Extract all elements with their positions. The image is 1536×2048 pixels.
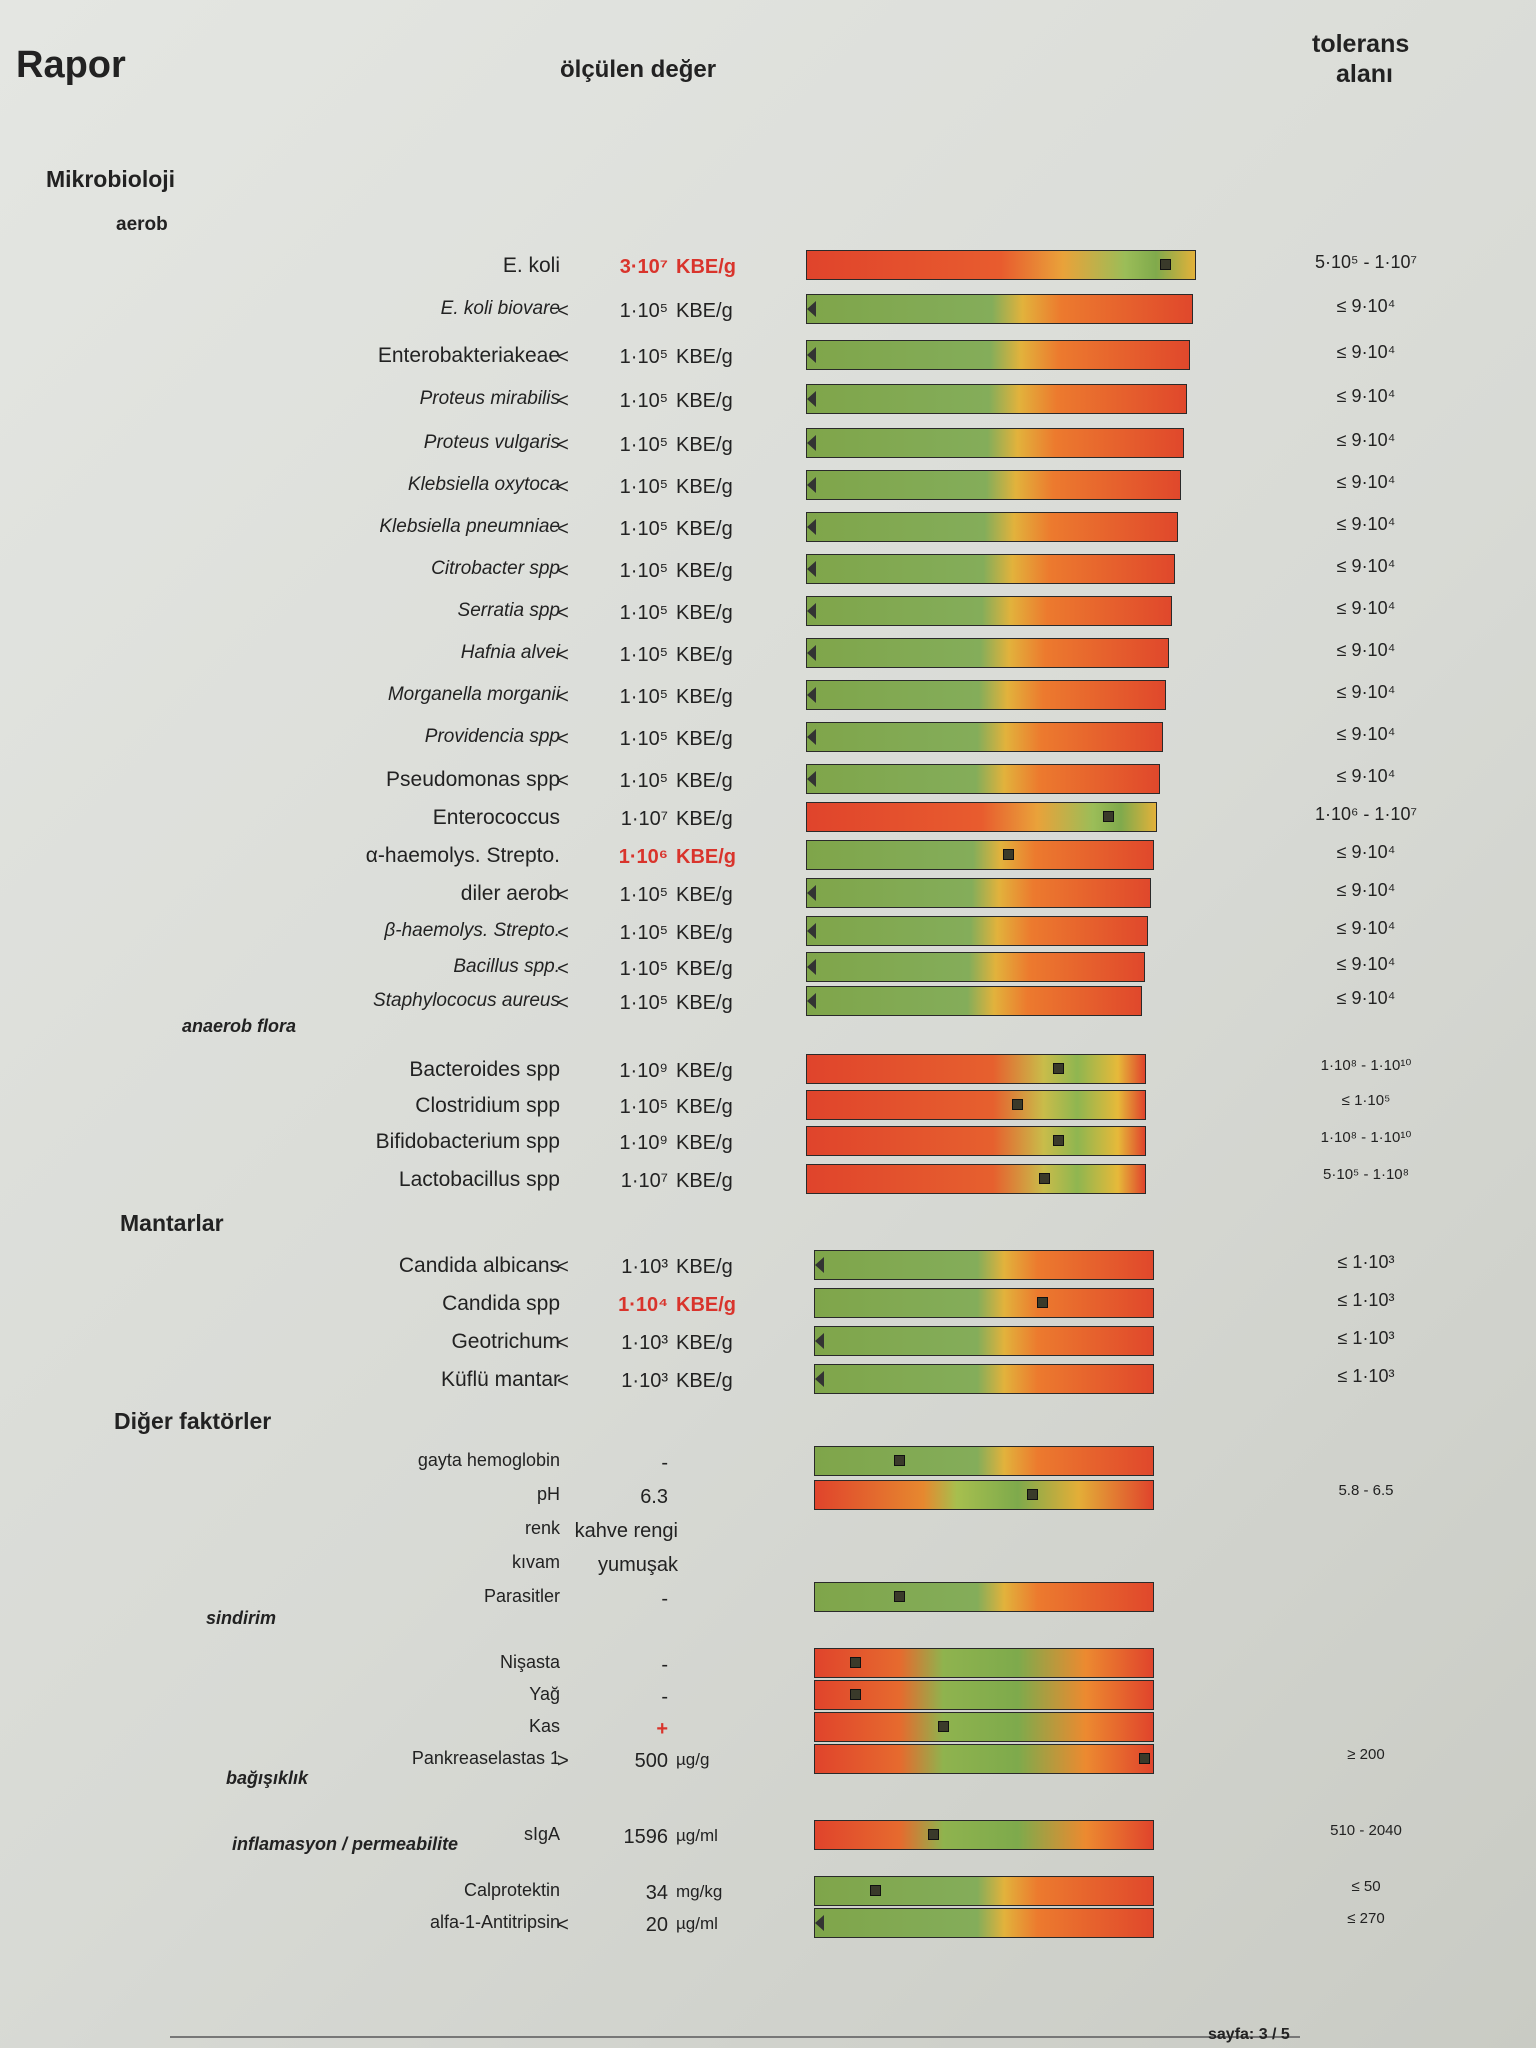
- gauge-value-marker: [1139, 1753, 1150, 1764]
- row-unit: KBE/g: [676, 602, 733, 624]
- gauge-value-marker: [894, 1591, 905, 1602]
- row-unit: KBE/g: [676, 1060, 733, 1082]
- row-value: 1·10⁹: [619, 1132, 668, 1154]
- row-label: Proteus vulgaris: [423, 432, 560, 453]
- row-label: Enterococcus: [432, 806, 560, 829]
- gauge-value-marker: [938, 1721, 949, 1732]
- row-label: Pankreaselastas 1: [411, 1748, 560, 1768]
- row-label: Küflü mantar: [440, 1368, 560, 1391]
- result-gauge-bar: [806, 916, 1148, 946]
- row-label: sIgA: [523, 1824, 560, 1844]
- row-unit: KBE/g: [676, 770, 733, 792]
- row-tolerance: ≤ 9·10⁴: [1336, 988, 1396, 1008]
- row-tolerance: ≤ 9·10⁴: [1336, 766, 1396, 786]
- result-gauge-bar: [814, 1908, 1154, 1938]
- tolerance-header: tolerans: [1312, 30, 1410, 58]
- subsection-anaerob: anaerob flora: [182, 1016, 297, 1036]
- result-gauge-bar: [806, 638, 1169, 668]
- result-gauge-bar: [806, 384, 1187, 414]
- row-tolerance: ≤ 9·10⁴: [1336, 724, 1396, 744]
- row-tolerance: ≤ 9·10⁴: [1336, 296, 1396, 316]
- row-unit: KBE/g: [676, 300, 733, 322]
- row-tolerance: ≤ 9·10⁴: [1336, 598, 1396, 618]
- row-value: 1·10⁵: [619, 346, 668, 368]
- row-unit: KBE/g: [676, 728, 733, 750]
- gauge-value-marker: [894, 1455, 905, 1466]
- row-label: renk: [524, 1518, 560, 1538]
- row-unit: KBE/g: [676, 846, 736, 868]
- row-label: Pseudomonas spp: [386, 768, 560, 791]
- row-unit: KBE/g: [676, 808, 733, 830]
- result-gauge-bar: [814, 1288, 1154, 1318]
- measured-value-header: ölçülen değer: [560, 56, 717, 83]
- row-label: Bifidobacterium spp: [375, 1130, 560, 1153]
- row-label: alfa-1-Antitripsin: [429, 1912, 560, 1932]
- result-gauge-bar: [814, 1876, 1154, 1906]
- row-value: 1·10⁵: [619, 390, 668, 412]
- result-gauge-bar: [806, 512, 1178, 542]
- gauge-min-marker: [815, 1333, 824, 1349]
- row-tolerance: ≤ 9·10⁴: [1336, 514, 1396, 534]
- row-label: Yağ: [529, 1684, 560, 1704]
- row-operator: <: [557, 300, 569, 322]
- row-value: 1·10³: [621, 1370, 668, 1392]
- result-gauge-bar: [814, 1712, 1154, 1742]
- gauge-min-marker: [807, 561, 816, 577]
- row-operator: <: [557, 434, 569, 456]
- row-unit: µg/g: [676, 1750, 710, 1769]
- row-unit: KBE/g: [676, 1332, 733, 1354]
- gauge-value-marker: [1003, 849, 1014, 860]
- report-title: Rapor: [16, 44, 126, 86]
- row-tolerance: 5·10⁵ - 1·10⁸: [1323, 1166, 1409, 1183]
- row-unit: KBE/g: [676, 1096, 733, 1118]
- row-unit: KBE/g: [676, 644, 733, 666]
- result-gauge-bar: [806, 428, 1184, 458]
- row-operator: <: [557, 390, 569, 412]
- row-operator: <: [557, 476, 569, 498]
- row-unit: KBE/g: [676, 434, 733, 456]
- row-unit: KBE/g: [676, 1370, 733, 1392]
- row-tolerance: ≤ 270: [1347, 1910, 1385, 1927]
- row-tolerance: 510 - 2040: [1330, 1822, 1402, 1839]
- row-operator: <: [557, 560, 569, 582]
- row-label: Calprotektin: [463, 1880, 560, 1900]
- result-gauge-bar: [806, 1126, 1146, 1156]
- row-tolerance: ≤ 1·10³: [1337, 1252, 1395, 1272]
- row-label: Klebsiella pneumniae: [379, 516, 560, 537]
- row-label: Morganella morganii: [387, 684, 560, 705]
- result-gauge-bar: [814, 1744, 1154, 1774]
- row-operator: <: [557, 1332, 569, 1354]
- row-value: 1·10⁵: [619, 560, 668, 582]
- row-operator: <: [557, 602, 569, 624]
- row-operator: <: [557, 1370, 569, 1392]
- row-label: gayta hemoglobin: [417, 1450, 560, 1470]
- row-value: 34: [645, 1882, 668, 1904]
- row-unit: KBE/g: [676, 1256, 733, 1278]
- gauge-value-marker: [870, 1885, 881, 1896]
- row-tolerance: 1·10⁶ - 1·10⁷: [1315, 804, 1417, 824]
- row-tolerance: ≤ 9·10⁴: [1336, 342, 1396, 362]
- gauge-min-marker: [807, 603, 816, 619]
- row-tolerance: ≤ 9·10⁴: [1336, 386, 1396, 406]
- gauge-min-marker: [807, 391, 816, 407]
- gauge-min-marker: [807, 519, 816, 535]
- row-operator: <: [557, 958, 569, 980]
- gauge-value-marker: [1053, 1135, 1064, 1146]
- result-gauge-bar: [806, 554, 1175, 584]
- row-tolerance: 1·10⁸ - 1·10¹⁰: [1320, 1129, 1412, 1146]
- row-label: Nişasta: [499, 1652, 560, 1672]
- result-gauge-bar: [814, 1250, 1154, 1280]
- section-microbiology: Mikrobioloji: [46, 166, 176, 192]
- row-unit: µg/ml: [676, 1826, 718, 1845]
- row-operator: <: [557, 346, 569, 368]
- row-unit: KBE/g: [676, 476, 733, 498]
- row-value: 1·10⁵: [619, 992, 668, 1014]
- row-value: 1·10⁴: [618, 1294, 668, 1316]
- row-value: -: [661, 1588, 668, 1610]
- gauge-min-marker: [807, 435, 816, 451]
- row-value: 1·10⁵: [619, 770, 668, 792]
- gauge-min-marker: [807, 923, 816, 939]
- tolerance-header-line2: alanı: [1336, 60, 1393, 88]
- result-gauge-bar: [814, 1326, 1154, 1356]
- row-tolerance: ≤ 9·10⁴: [1336, 472, 1396, 492]
- row-value: 1·10⁷: [620, 1170, 668, 1192]
- row-label: Parasitler: [483, 1586, 560, 1606]
- result-gauge-bar: [806, 840, 1154, 870]
- row-tolerance: ≥ 200: [1347, 1746, 1385, 1763]
- row-value: 1·10⁵: [619, 300, 668, 322]
- row-label: Clostridium spp: [415, 1094, 560, 1117]
- result-gauge-bar: [806, 294, 1193, 324]
- gauge-value-marker: [1027, 1489, 1038, 1500]
- row-value: 1596: [623, 1826, 668, 1848]
- gauge-min-marker: [815, 1915, 824, 1931]
- row-tolerance: ≤ 9·10⁴: [1336, 880, 1396, 900]
- footer-divider: [170, 2036, 1300, 2038]
- section-fungi: Mantarlar: [120, 1210, 224, 1236]
- row-label: Klebsiella oxytoca: [407, 474, 560, 495]
- gauge-min-marker: [807, 301, 816, 317]
- row-label: pH: [536, 1484, 560, 1504]
- row-tolerance: ≤ 1·10³: [1337, 1290, 1395, 1310]
- row-value: 1·10⁵: [619, 884, 668, 906]
- row-value: 1·10⁵: [619, 518, 668, 540]
- gauge-min-marker: [807, 993, 816, 1009]
- row-label: Lactobacillus spp: [398, 1168, 560, 1191]
- row-unit: KBE/g: [676, 518, 733, 540]
- result-gauge-bar: [806, 878, 1151, 908]
- row-unit: KBE/g: [676, 560, 733, 582]
- row-label: E. koli: [502, 254, 560, 277]
- row-unit: KBE/g: [676, 346, 733, 368]
- gauge-min-marker: [807, 885, 816, 901]
- row-value: 1·10³: [621, 1256, 668, 1278]
- row-unit: KBE/g: [676, 256, 736, 278]
- row-value: 1·10⁵: [619, 686, 668, 708]
- row-value: 1·10⁹: [619, 1060, 668, 1082]
- row-value: 1·10³: [621, 1332, 668, 1354]
- gauge-min-marker: [807, 729, 816, 745]
- row-operator: <: [557, 992, 569, 1014]
- row-tolerance: ≤ 9·10⁴: [1336, 556, 1396, 576]
- result-gauge-bar: [806, 722, 1163, 752]
- row-label: Hafnia alvei: [460, 642, 560, 663]
- row-label: Candida albicans: [398, 1254, 560, 1277]
- gauge-min-marker: [807, 771, 816, 787]
- row-operator: <: [557, 644, 569, 666]
- row-value: 1·10⁷: [620, 808, 668, 830]
- row-value: 6.3: [640, 1486, 668, 1508]
- result-gauge-bar: [806, 1164, 1146, 1194]
- row-label: E. koli biovare: [440, 298, 560, 319]
- row-label: diler aerob: [460, 882, 560, 905]
- row-label: Citrobacter spp: [431, 558, 560, 579]
- row-unit: KBE/g: [676, 958, 733, 980]
- row-unit: KBE/g: [676, 922, 733, 944]
- row-value: -: [661, 1452, 668, 1474]
- row-value: kahve rengi: [574, 1520, 678, 1542]
- row-value: 1·10⁵: [619, 602, 668, 624]
- row-label: Candida spp: [442, 1292, 560, 1315]
- row-label: β-haemolys. Strepto.: [384, 920, 560, 941]
- subsection-inflammation: inflamasyon / permeabilite: [232, 1834, 459, 1854]
- gauge-min-marker: [815, 1371, 824, 1387]
- row-label: Bacillus spp.: [453, 956, 560, 977]
- row-tolerance: ≤ 9·10⁴: [1336, 682, 1396, 702]
- row-tolerance: ≤ 9·10⁴: [1336, 842, 1396, 862]
- row-unit: KBE/g: [676, 1132, 733, 1154]
- row-value: 1·10⁵: [619, 476, 668, 498]
- row-operator: <: [557, 1914, 569, 1936]
- row-value: 1·10⁵: [619, 922, 668, 944]
- row-operator: <: [557, 518, 569, 540]
- row-operator: <: [557, 922, 569, 944]
- row-unit: KBE/g: [676, 1170, 733, 1192]
- row-value: 1·10⁵: [619, 728, 668, 750]
- row-label: Kas: [528, 1716, 560, 1736]
- result-gauge-bar: [814, 1820, 1154, 1850]
- row-value: 20: [645, 1914, 668, 1936]
- gauge-value-marker: [1160, 259, 1171, 270]
- result-gauge-bar: [806, 470, 1181, 500]
- gauge-value-marker: [850, 1689, 861, 1700]
- row-tolerance: 1·10⁸ - 1·10¹⁰: [1320, 1057, 1412, 1074]
- gauge-value-marker: [1039, 1173, 1050, 1184]
- result-gauge-bar: [806, 340, 1190, 370]
- row-unit: KBE/g: [676, 1294, 736, 1316]
- row-operator: <: [557, 884, 569, 906]
- row-unit: KBE/g: [676, 992, 733, 1014]
- row-tolerance: ≤ 1·10⁵: [1341, 1092, 1391, 1109]
- result-gauge-bar: [806, 1054, 1146, 1084]
- row-value: 3·10⁷: [619, 256, 668, 278]
- result-gauge-bar: [806, 596, 1172, 626]
- result-gauge-bar: [814, 1680, 1154, 1710]
- row-value: 500: [634, 1750, 668, 1772]
- gauge-value-marker: [1012, 1099, 1023, 1110]
- row-label: Bacteroides spp: [409, 1058, 560, 1081]
- row-unit: KBE/g: [676, 390, 733, 412]
- gauge-value-marker: [1037, 1297, 1048, 1308]
- result-gauge-bar: [814, 1648, 1154, 1678]
- gauge-min-marker: [807, 347, 816, 363]
- row-label: Staphylococus aureus: [373, 990, 560, 1011]
- result-gauge-bar: [806, 1090, 1146, 1120]
- result-gauge-bar: [806, 680, 1166, 710]
- row-value: 1·10⁶: [618, 846, 668, 868]
- row-label: Proteus mirabilis: [419, 388, 560, 409]
- result-gauge-bar: [806, 802, 1157, 832]
- row-value: yumuşak: [597, 1554, 678, 1576]
- row-label: Serratia spp: [457, 600, 560, 621]
- row-tolerance: ≤ 9·10⁴: [1336, 640, 1396, 660]
- row-label: kıvam: [511, 1552, 560, 1572]
- row-operator: <: [557, 728, 569, 750]
- subsection-aerob: aerob: [116, 214, 168, 235]
- row-value: 1·10⁵: [619, 644, 668, 666]
- gauge-min-marker: [807, 645, 816, 661]
- gauge-min-marker: [807, 959, 816, 975]
- result-gauge-bar: [806, 952, 1145, 982]
- row-operator: <: [557, 1256, 569, 1278]
- page-number: sayfa: 3 / 5: [1208, 2026, 1290, 2043]
- result-gauge-bar: [806, 250, 1196, 280]
- row-operator: >: [557, 1750, 569, 1772]
- row-tolerance: ≤ 1·10³: [1337, 1366, 1395, 1386]
- result-gauge-bar: [814, 1446, 1154, 1476]
- gauge-min-marker: [807, 687, 816, 703]
- row-tolerance: ≤ 9·10⁴: [1336, 954, 1396, 974]
- subsection-digestion: sindirim: [206, 1608, 277, 1628]
- gauge-value-marker: [1053, 1063, 1064, 1074]
- row-value: -: [661, 1654, 668, 1676]
- row-unit: KBE/g: [676, 686, 733, 708]
- result-gauge-bar: [806, 986, 1142, 1016]
- subsection-immunity: bağışıklık: [226, 1768, 309, 1788]
- row-unit: mg/kg: [676, 1882, 723, 1901]
- result-gauge-bar: [814, 1582, 1154, 1612]
- section-other-factors: Diğer faktörler: [114, 1408, 272, 1434]
- row-tolerance: ≤ 9·10⁴: [1336, 430, 1396, 450]
- row-operator: <: [557, 686, 569, 708]
- row-unit: KBE/g: [676, 884, 733, 906]
- row-tolerance: ≤ 1·10³: [1337, 1328, 1395, 1348]
- row-value: 1·10⁵: [619, 958, 668, 980]
- gauge-value-marker: [850, 1657, 861, 1668]
- row-unit: µg/ml: [676, 1914, 718, 1933]
- row-operator: <: [557, 770, 569, 792]
- result-gauge-bar: [814, 1364, 1154, 1394]
- gauge-min-marker: [815, 1257, 824, 1273]
- result-gauge-bar: [814, 1480, 1154, 1510]
- row-label: Providencia spp: [424, 726, 560, 747]
- row-value: -: [661, 1686, 668, 1708]
- gauge-min-marker: [807, 477, 816, 493]
- row-label: α-haemolys. Strepto.: [365, 844, 560, 867]
- row-tolerance: ≤ 50: [1351, 1878, 1381, 1895]
- row-value: 1·10⁵: [619, 1096, 668, 1118]
- row-value: 1·10⁵: [619, 434, 668, 456]
- gauge-value-marker: [928, 1829, 939, 1840]
- row-label: Enterobakteriakeae: [377, 344, 560, 367]
- row-tolerance: 5.8 - 6.5: [1338, 1482, 1394, 1499]
- result-gauge-bar: [806, 764, 1160, 794]
- row-value: +: [656, 1718, 668, 1740]
- row-label: Geotrichum: [451, 1330, 560, 1353]
- row-tolerance: ≤ 9·10⁴: [1336, 918, 1396, 938]
- gauge-value-marker: [1103, 811, 1114, 822]
- row-tolerance: 5·10⁵ - 1·10⁷: [1314, 252, 1418, 272]
